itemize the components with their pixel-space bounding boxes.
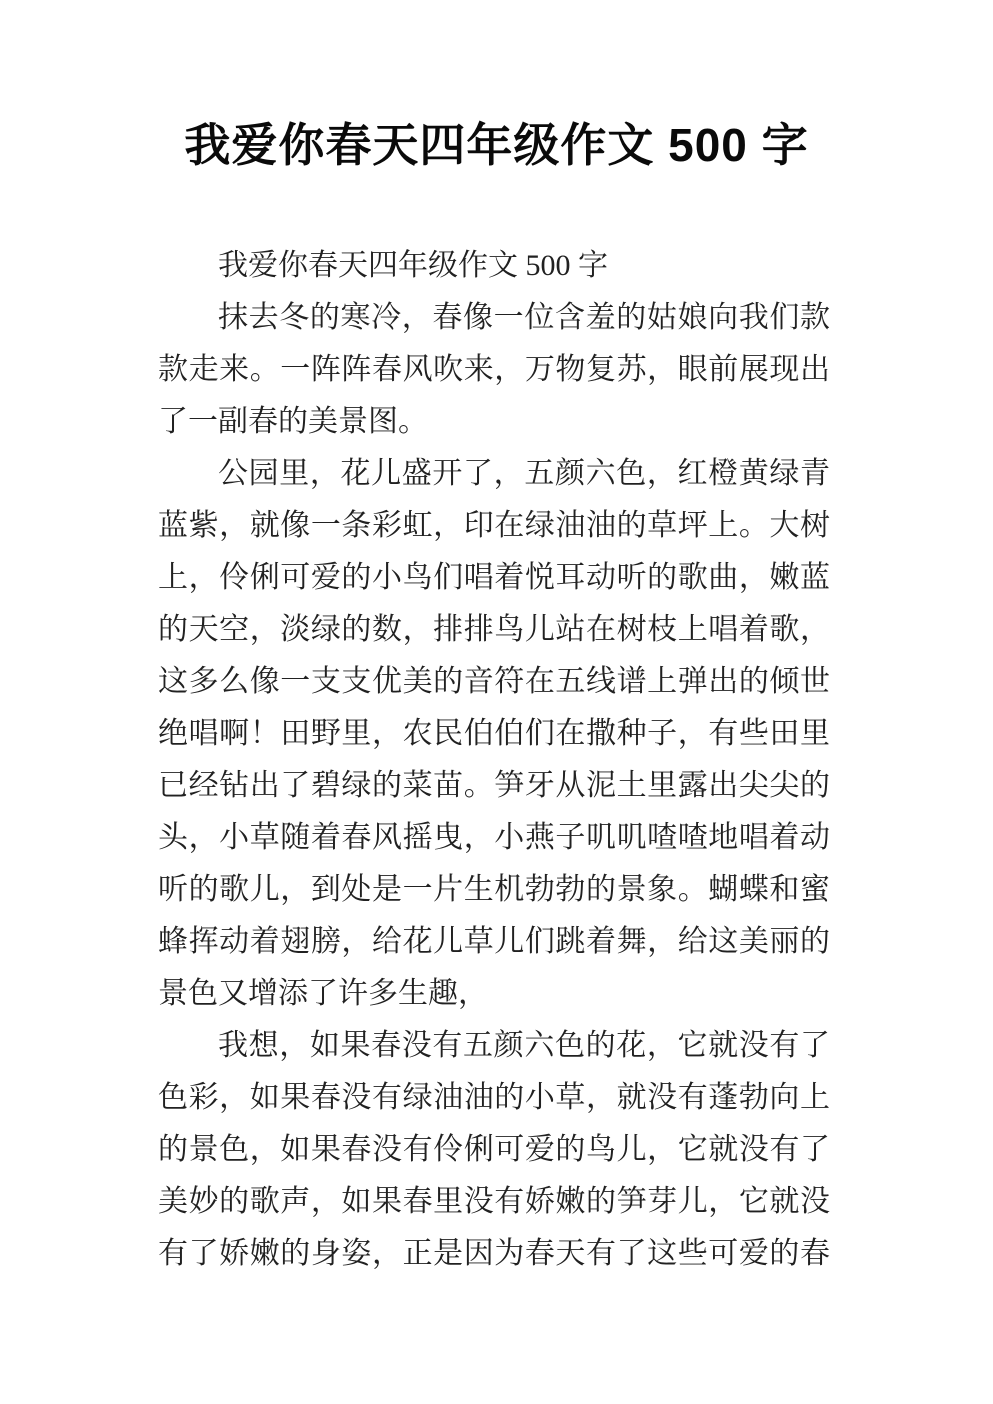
text-line: 的天空，淡绿的数，排排鸟儿站在树枝上唱着歌， — [158, 613, 830, 646]
text-line: 头，小草随着春风摇曳，小燕子叽叽喳喳地唱着动 — [158, 821, 830, 854]
text-line: 色彩，如果春没有绿油油的小草，就没有蓬勃向上 — [158, 1081, 830, 1114]
document-title: 我爱你春天四年级作文 500 字 — [184, 119, 809, 171]
text-line: 抹去冬的寒冷，春像一位含羞的姑娘向我们款 — [218, 301, 830, 334]
text-line: 我想，如果春没有五颜六色的花，它就没有了 — [218, 1029, 830, 1062]
text-line: 已经钻出了碧绿的菜苗。笋牙从泥土里露出尖尖的 — [158, 769, 830, 802]
text-line: 听的歌儿，到处是一片生机勃勃的景象。蝴蝶和蜜 — [158, 873, 830, 906]
text-line: 的景色，如果春没有伶俐可爱的鸟儿，它就没有了 — [158, 1133, 830, 1166]
document-body — [158, 240, 830, 1280]
text-line: 有了娇嫩的身姿，正是因为春天有了这些可爱的春 — [158, 1237, 830, 1270]
text-line: 款走来。一阵阵春风吹来，万物复苏，眼前展现出 — [158, 353, 830, 386]
text-line: 蓝紫，就像一条彩虹，印在绿油油的草坪上。大树 — [158, 509, 830, 542]
text-line: 公园里，花儿盛开了，五颜六色，红橙黄绿青 — [218, 457, 830, 490]
text-line: 了一副春的美景图。 — [158, 405, 428, 438]
text-line: 这多么像一支支优美的音符在五线谱上弹出的倾世 — [158, 665, 830, 698]
text-line: 绝唱啊！田野里，农民伯伯们在撒种子，有些田里 — [158, 717, 830, 750]
text-line: 蜂挥动着翅膀，给花儿草儿们跳着舞，给这美丽的 — [158, 925, 830, 958]
text-line: 景色又增添了许多生趣， — [158, 977, 488, 1010]
text-line: 我爱你春天四年级作文 500 字 — [218, 249, 608, 282]
text-line: 美妙的歌声，如果春里没有娇嫩的笋芽儿，它就没 — [158, 1185, 830, 1218]
text-line: 上，伶俐可爱的小鸟们唱着悦耳动听的歌曲，嫩蓝 — [158, 561, 830, 594]
